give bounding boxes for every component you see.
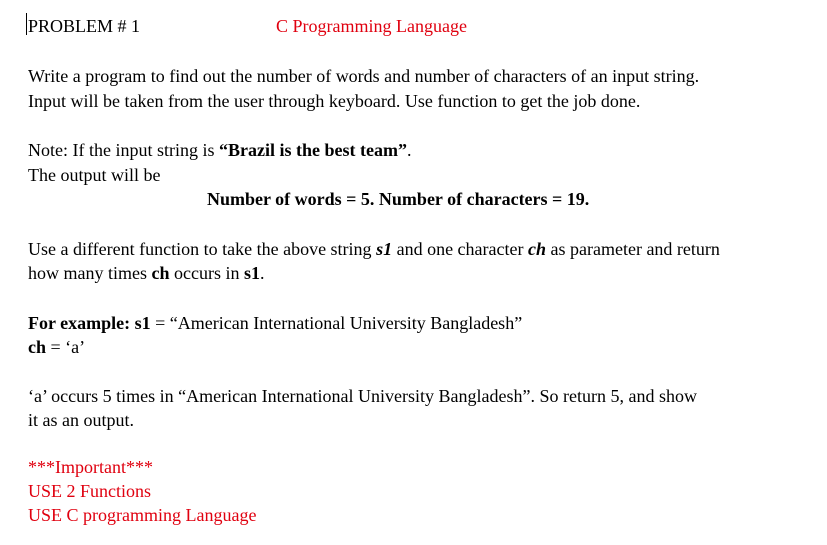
intro-line-2: Input will be taken from the user through keyboard. Use function to get the job done. xyxy=(28,91,641,111)
second-task-text-b: and one character xyxy=(392,239,528,259)
example-ch-value: = ‘a’ xyxy=(46,337,86,357)
example-ch-label: ch xyxy=(28,337,46,357)
ch-bold: ch xyxy=(151,263,170,283)
important-item-2: USE C programming Language xyxy=(28,505,257,525)
example-s1-value: = “American International University Bangladesh” xyxy=(150,313,523,333)
example-label: For example: s1 xyxy=(28,313,151,333)
second-task-text-d: how many times xyxy=(28,263,152,283)
note-example-string: “Brazil is the best team” xyxy=(218,140,407,160)
note-line xyxy=(28,141,411,159)
note-suffix: . xyxy=(406,140,412,160)
second-task-line-1 xyxy=(28,240,720,258)
output-intro: The output will be xyxy=(28,165,161,185)
second-task-text-c: as parameter and return xyxy=(546,239,720,259)
important-heading: ***Important*** xyxy=(28,457,153,477)
output-result: Number of words = 5. Number of characters = 19. xyxy=(207,189,590,209)
example-line-1 xyxy=(28,314,522,332)
s1-variable: s1 xyxy=(376,239,393,259)
second-task-text-a: Use a different function to take the above string xyxy=(28,239,377,259)
second-task-line-2 xyxy=(28,264,265,282)
note-prefix: Note: If the input string is xyxy=(28,140,219,160)
intro-line-1: Write a program to find out the number of words and number of characters of an input string. xyxy=(28,66,700,86)
second-task-text-e: occurs in xyxy=(169,263,244,283)
subject-title: C Programming Language xyxy=(276,16,467,36)
important-item-1: USE 2 Functions xyxy=(28,481,152,501)
text-cursor xyxy=(26,13,27,35)
example-line-2 xyxy=(28,338,85,356)
ch-variable: ch xyxy=(528,239,546,259)
problem-label: PROBLEM # 1 xyxy=(28,16,141,36)
second-task-text-f: . xyxy=(260,263,265,283)
result-line-1: ‘a’ occurs 5 times in “American International University Bangladesh”. So return 5, and show xyxy=(28,386,697,406)
result-line-2: it as an output. xyxy=(28,410,134,430)
s1-bold: s1 xyxy=(243,263,260,283)
